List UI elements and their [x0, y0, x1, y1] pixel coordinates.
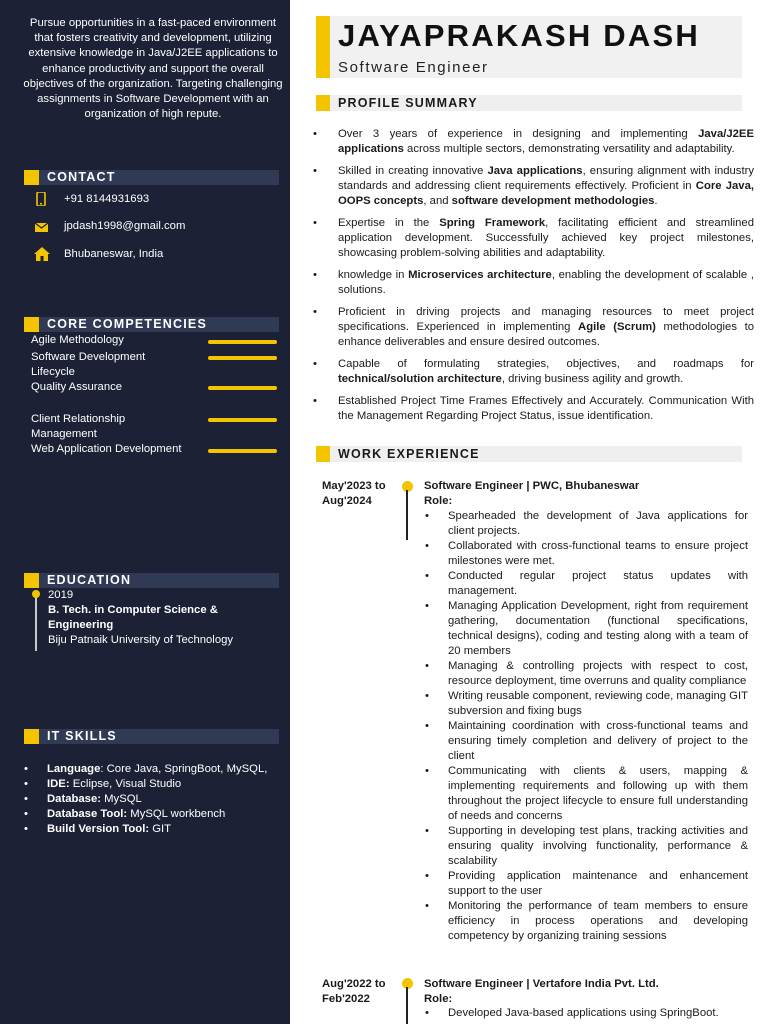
skill-item: • Database: MySQL [24, 792, 288, 807]
duty-item: • Managing Application Development, right from requirement gathering, documentation (functional specifications, technical designs), coding and testing along with a team of 20 members [424, 599, 748, 659]
summary-item: • knowledge in Microservices architecture, enabling the development of scalable , solutions. [312, 268, 754, 298]
competency-bar [208, 340, 277, 344]
duty-item: • Spearheaded the development of Java applications for client projects. [424, 509, 748, 539]
duty-item: • Providing application maintenance and enhancement support to the user [424, 869, 748, 899]
experience-heading: WORK EXPERIENCE [316, 446, 742, 462]
education-heading: EDUCATION [24, 573, 279, 588]
profile-heading: PROFILE SUMMARY [316, 95, 742, 111]
candidate-title: Software Engineer [338, 59, 489, 76]
duty-item: • Managing & controlling projects with respect to cost, resource deployment, time overruns and quality compliance [424, 659, 748, 689]
competency-bar [208, 386, 277, 390]
job-role-label: Role: [424, 495, 453, 507]
timeline-line [406, 490, 408, 540]
heading-marker [24, 317, 39, 332]
competency-label: Web Application Development [31, 443, 182, 455]
job-date-from: May'2023 to [322, 480, 386, 492]
job-duties [424, 509, 748, 944]
career-objective: Pursue opportunities in a fast-paced environment that fosters creativity and development, utilizing extensive knowledge in Java/J2EE applications to enhance productivity and support the overall objectives of the organization. Targeting challenging assignments in Software Development with an organization of high repute. [23, 17, 283, 121]
heading-marker [24, 729, 39, 744]
duty-item: • Communicating with clients & users, mapping & implementing requirements and following up with them throughout the project lifecycle to ensure full understanding of needs and concerns [424, 764, 748, 824]
competency-bar [208, 356, 277, 360]
competency-bar [208, 418, 277, 422]
competency-label: Agile Methodology [31, 334, 124, 346]
duty-item: • Conducted regular project status updates with management. [424, 569, 748, 599]
skill-item: • Language: Core Java, SpringBoot, MySQL, [24, 762, 288, 777]
profile-summary-list [312, 127, 754, 431]
heading-marker [316, 446, 330, 462]
job-duties [424, 1006, 748, 1021]
duty-item: • Supporting in developing test plans, tracking activities and ensuring quality involving functionality, performance & scalability [424, 824, 748, 869]
heading-marker [24, 170, 39, 185]
location-text: Bhubaneswar, India [64, 248, 164, 260]
skills-list [24, 762, 288, 837]
email-icon [34, 219, 50, 233]
candidate-name: JAYAPRAKASH DASH [338, 18, 700, 53]
duty-item: • Maintaining coordination with cross-functional teams and ensuring timely completion and delivery of project to the client [424, 719, 748, 764]
competency-label: Client Relationship Management [31, 413, 126, 440]
competency-bar [208, 449, 277, 453]
skills-heading: IT SKILLS [24, 729, 279, 744]
summary-item: • Capable of formulating strategies, objectives, and roadmaps for technical/solution architecture, driving business agility and growth. [312, 357, 754, 387]
job-date-to: Aug'2024 [322, 495, 372, 507]
duty-item: • Writing reusable component, reviewing code, managing GIT subversion and fixing bugs [424, 689, 748, 719]
skill-item: • IDE: Eclipse, Visual Studio [24, 777, 288, 792]
home-icon [34, 247, 50, 261]
timeline-line [406, 987, 408, 1024]
summary-item: • Skilled in creating innovative Java applications, ensuring alignment with industry standards and addressing client requirements effectively. Proficient in Core Java, OOPS concepts, and software development methodologies. [312, 164, 754, 209]
job-date-from: Aug'2022 to [322, 978, 386, 990]
summary-item: • Over 3 years of experience in designing and implementing Java/J2EE applications across multiple sectors, demonstrating versatility and adaptability. [312, 127, 754, 157]
name-header [316, 16, 742, 78]
contact-heading: CONTACT [24, 170, 279, 185]
skill-item: • Database Tool: MySQL workbench [24, 807, 288, 822]
summary-item: • Proficient in driving projects and managing resources to meet project specifications. Experienced in implementing Agile (Scrum) methodologies to enhance deliverables and ensure desired outcomes. [312, 305, 754, 350]
duty-item: • Collaborated with cross-functional teams to ensure project milestones were met. [424, 539, 748, 569]
job-role-label: Role: [424, 993, 453, 1005]
job-title: Software Engineer | Vertafore India Pvt. Ltd. [424, 978, 659, 990]
education-degree: B. Tech. in Computer Science & Engineering [48, 604, 218, 631]
phone-number[interactable]: +91 8144931693 [64, 193, 150, 205]
job-title: Software Engineer | PWC, Bhubaneswar [424, 480, 640, 492]
job-date-to: Feb'2022 [322, 993, 370, 1005]
heading-marker [316, 95, 330, 111]
heading-marker [24, 573, 39, 588]
competency-label: Software Development Lifecycle [31, 351, 146, 378]
sidebar [0, 0, 290, 1024]
competencies-heading: CORE COMPETENCIES [24, 317, 279, 332]
education-school: Biju Patnaik University of Technology [48, 634, 234, 646]
email-address[interactable]: jpdash1998@gmail.com [64, 220, 186, 232]
duty-item: • Developed Java-based applications using SpringBoot. [424, 1006, 748, 1021]
duty-item: • Monitoring the performance of team members to ensure efficiency in process operations and developing competency by organizing training sessions [424, 899, 748, 944]
summary-item: • Expertise in the Spring Framework, facilitating efficient and streamlined application development. Successfully achieved key project milestones, showcasing problem-solving abilities and adaptability. [312, 216, 754, 261]
skill-item: • Build Version Tool: GIT [24, 822, 288, 837]
summary-item: • Established Project Time Frames Effectively and Accurately. Communication With the Management Regarding Project Status, issue identification. [312, 394, 754, 424]
timeline-dot [32, 590, 40, 598]
education-year: 2019 [48, 589, 74, 601]
header-accent [316, 16, 330, 78]
competency-label: Quality Assurance [31, 381, 123, 393]
education-timeline [35, 591, 37, 651]
phone-icon [34, 192, 50, 206]
